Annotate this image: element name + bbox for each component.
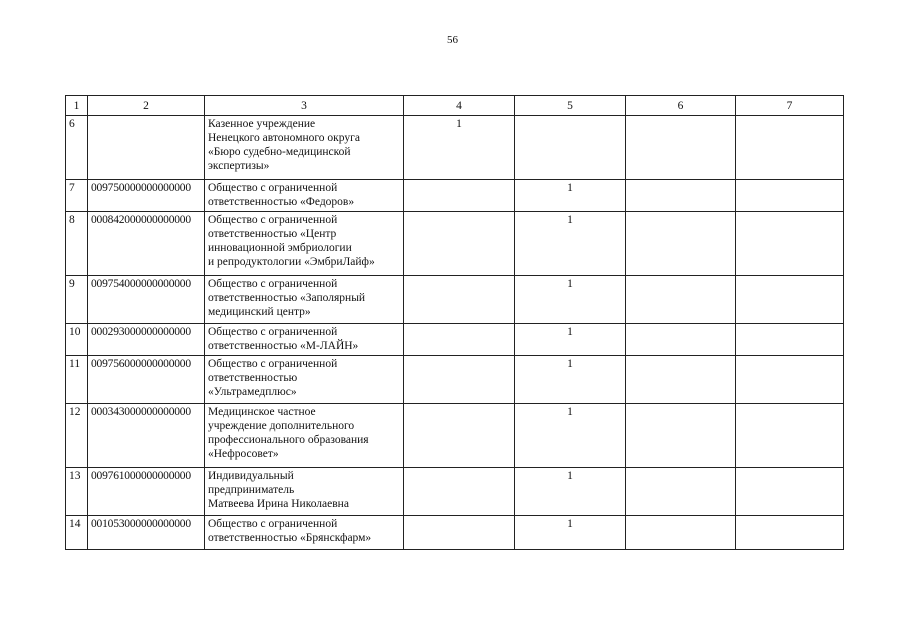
cell-col-7 xyxy=(736,276,844,324)
row-number: 7 xyxy=(66,180,88,212)
cell-col-6 xyxy=(626,468,736,516)
organization-name-line: медицинский центр» xyxy=(208,306,311,318)
organization-name-line: предприниматель xyxy=(208,484,295,496)
row-number: 12 xyxy=(66,404,88,468)
cell-col-7 xyxy=(736,212,844,276)
cell-col-5: 1 xyxy=(515,404,626,468)
cell-col-5: 1 xyxy=(515,276,626,324)
page-number: 56 xyxy=(447,34,458,46)
row-number: 8 xyxy=(66,212,88,276)
table-row xyxy=(66,404,844,468)
cell-col-6 xyxy=(626,404,736,468)
organization-name-line: учреждение дополнительного xyxy=(208,420,355,432)
organization-code: 000343000000000000 xyxy=(88,404,205,468)
organization-name-line: ответственностью «Центр xyxy=(208,228,337,240)
table-row xyxy=(66,468,844,516)
organization-name xyxy=(205,276,404,324)
organization-code xyxy=(88,116,205,180)
organization-code: 000293000000000000 xyxy=(88,324,205,356)
cell-col-4 xyxy=(404,356,515,404)
table-row xyxy=(66,356,844,404)
cell-col-6 xyxy=(626,324,736,356)
organization-name xyxy=(205,516,404,550)
cell-col-7 xyxy=(736,324,844,356)
organization-name-line: Казенное учреждение xyxy=(208,118,316,130)
row-number: 6 xyxy=(66,116,88,180)
organization-name xyxy=(205,180,404,212)
header-col-4: 4 xyxy=(404,96,515,116)
table-row xyxy=(66,516,844,550)
organization-code: 009750000000000000 xyxy=(88,180,205,212)
cell-col-6 xyxy=(626,516,736,550)
organization-name-line: Общество с ограниченной xyxy=(208,214,338,226)
cell-col-4 xyxy=(404,516,515,550)
cell-col-6 xyxy=(626,212,736,276)
organization-name-line: Общество с ограниченной xyxy=(208,278,338,290)
cell-col-5 xyxy=(515,116,626,180)
row-number: 9 xyxy=(66,276,88,324)
table-row xyxy=(66,212,844,276)
organization-name-line: экспертизы» xyxy=(208,160,270,172)
organization-name-line: ответственностью «Заполярный xyxy=(208,292,366,304)
organization-name-line: «Ультрамедплюс» xyxy=(208,386,297,398)
organization-name-line: Общество с ограниченной xyxy=(208,182,338,194)
row-number: 10 xyxy=(66,324,88,356)
organization-name-line: ответственностью «Федоров» xyxy=(208,196,355,208)
organization-code: 000842000000000000 xyxy=(88,212,205,276)
cell-col-5: 1 xyxy=(515,212,626,276)
cell-col-4 xyxy=(404,404,515,468)
organization-name-line: «Нефросовет» xyxy=(208,448,279,460)
organization-code: 001053000000000000 xyxy=(88,516,205,550)
table-row xyxy=(66,276,844,324)
table-row xyxy=(66,116,844,180)
organization-name-line: ответственностью «Брянскфарм» xyxy=(208,532,372,544)
header-col-2: 2 xyxy=(88,96,205,116)
organization-name xyxy=(205,404,404,468)
row-number: 13 xyxy=(66,468,88,516)
organization-name xyxy=(205,212,404,276)
cell-col-7 xyxy=(736,180,844,212)
organization-name-line: «Бюро судебно-медицинской xyxy=(208,146,351,158)
organization-name-line: Общество с ограниченной xyxy=(208,326,338,338)
table-row xyxy=(66,180,844,212)
cell-col-7 xyxy=(736,516,844,550)
organization-name-line: Общество с ограниченной xyxy=(208,358,338,370)
organization-name xyxy=(205,324,404,356)
organization-name-line: инновационной эмбриологии xyxy=(208,242,352,254)
organization-name-line: Матвеева Ирина Николаевна xyxy=(208,498,349,510)
cell-col-7 xyxy=(736,468,844,516)
organization-name xyxy=(205,356,404,404)
header-col-7: 7 xyxy=(736,96,844,116)
cell-col-4 xyxy=(404,324,515,356)
cell-col-6 xyxy=(626,356,736,404)
cell-col-5: 1 xyxy=(515,356,626,404)
organization-name xyxy=(205,116,404,180)
organization-name-line: ответственностью «М-ЛАЙН» xyxy=(208,340,359,352)
organization-name xyxy=(205,468,404,516)
organization-name-line: ответственностью xyxy=(208,372,298,384)
header-col-1: 1 xyxy=(66,96,88,116)
cell-col-7 xyxy=(736,116,844,180)
organization-code: 009754000000000000 xyxy=(88,276,205,324)
organization-name-line: профессионального образования xyxy=(208,434,369,446)
cell-col-5: 1 xyxy=(515,324,626,356)
organization-name-line: Общество с ограниченной xyxy=(208,518,338,530)
cell-col-4 xyxy=(404,468,515,516)
organization-name-line: и репродуктологии «ЭмбриЛайф» xyxy=(208,256,375,268)
cell-col-6 xyxy=(626,276,736,324)
table-row xyxy=(66,324,844,356)
cell-col-5: 1 xyxy=(515,180,626,212)
organization-name-line: Ненецкого автономного округа xyxy=(208,132,360,144)
cell-col-5: 1 xyxy=(515,468,626,516)
cell-col-4: 1 xyxy=(404,116,515,180)
cell-col-6 xyxy=(626,116,736,180)
cell-col-7 xyxy=(736,356,844,404)
header-col-6: 6 xyxy=(626,96,736,116)
cell-col-7 xyxy=(736,404,844,468)
organization-name-line: Медицинское частное xyxy=(208,406,316,418)
header-col-3: 3 xyxy=(205,96,404,116)
organization-code: 009756000000000000 xyxy=(88,356,205,404)
cell-col-6 xyxy=(626,180,736,212)
header-row xyxy=(66,96,844,116)
row-number: 11 xyxy=(66,356,88,404)
row-number: 14 xyxy=(66,516,88,550)
organization-code: 009761000000000000 xyxy=(88,468,205,516)
header-col-5: 5 xyxy=(515,96,626,116)
organizations-table xyxy=(65,95,844,550)
cell-col-4 xyxy=(404,180,515,212)
cell-col-4 xyxy=(404,276,515,324)
cell-col-4 xyxy=(404,212,515,276)
cell-col-5: 1 xyxy=(515,516,626,550)
organization-name-line: Индивидуальный xyxy=(208,470,294,482)
table-body xyxy=(66,116,844,550)
